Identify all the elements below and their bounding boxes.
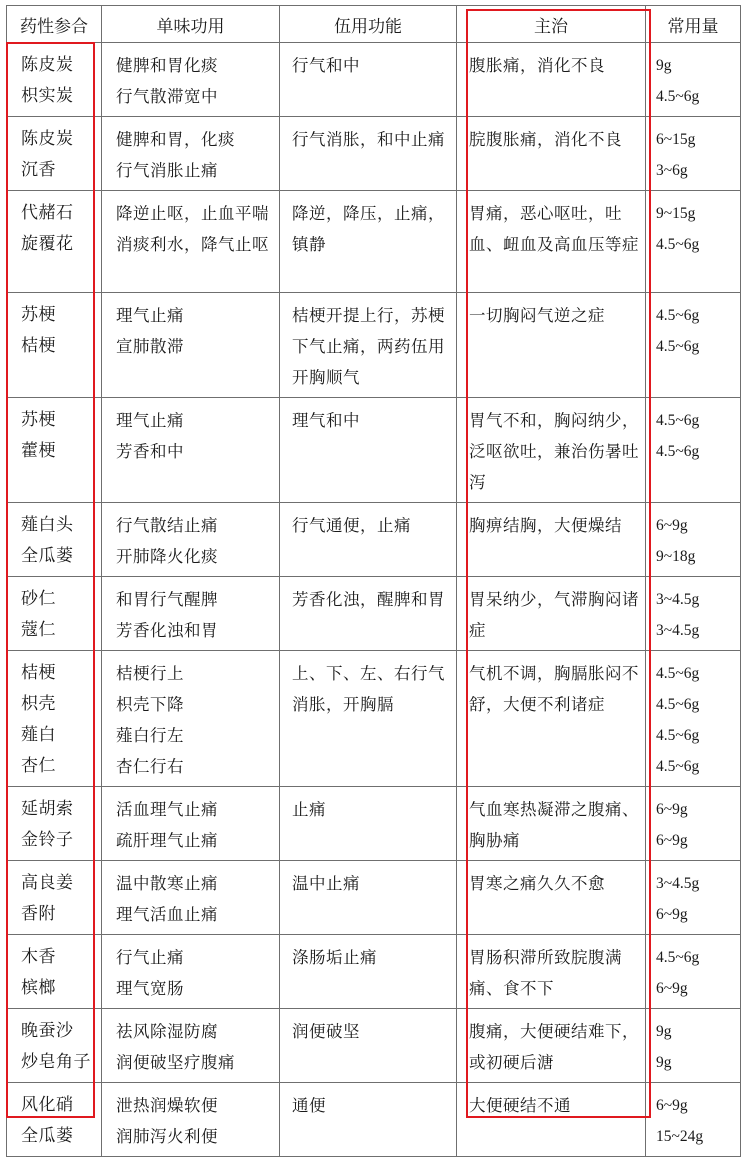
dosage-value: 15~24g (656, 1128, 704, 1145)
cell-drug-pairing (7, 1009, 102, 1083)
dosage-value: 6~15g (656, 131, 696, 148)
dosage-value: 9g (656, 1023, 672, 1040)
dosage-value: 4.5~6g (656, 727, 700, 744)
indication-text: 腹胀痛，消化不良 (469, 56, 605, 75)
dosage-value: 4.5~6g (656, 236, 700, 253)
cell-dosage (646, 398, 741, 503)
table-row (7, 117, 741, 191)
cell-drug-pairing (7, 651, 102, 787)
cell-indication (457, 861, 646, 935)
drug-name: 槟榔 (21, 978, 56, 998)
drug-name: 全瓜蒌 (21, 1126, 74, 1146)
table-row (7, 1083, 741, 1157)
combined-function-text: 涤肠垢止痛 (292, 948, 377, 967)
table-row (7, 1009, 741, 1083)
dosage-value: 4.5~6g (656, 412, 700, 429)
combined-function-text: 上、下、左、右行气消胀，开胸膈 (292, 664, 445, 714)
single-function-text: 桔梗行上 (116, 664, 184, 683)
single-function-text: 理气宽肠 (116, 979, 184, 998)
dosage-value: 3~4.5g (656, 875, 700, 892)
single-function-text: 行气止痛 (116, 948, 184, 967)
cell-single-function (102, 935, 280, 1009)
drug-name: 木香 (21, 947, 56, 967)
combined-function-text: 行气消胀，和中止痛 (292, 130, 445, 149)
indication-text: 胃痛，恶心呕吐，吐血、衄血及高血压等症 (469, 204, 639, 254)
table-row (7, 43, 741, 117)
cell-single-function (102, 861, 280, 935)
dosage-value: 6~9g (656, 801, 688, 818)
dosage-value: 4.5~6g (656, 307, 700, 324)
table-row (7, 935, 741, 1009)
indication-text: 胃呆纳少，气滞胸闷诸症 (469, 590, 639, 640)
table-header (7, 6, 741, 43)
drug-name: 杏仁 (21, 756, 56, 776)
cell-indication (457, 191, 646, 293)
cell-indication (457, 293, 646, 398)
header-indication: 主治 (457, 6, 646, 43)
drug-name: 薤白头 (21, 515, 74, 535)
drug-name: 陈皮炭 (21, 129, 74, 149)
cell-indication (457, 1083, 646, 1157)
cell-combined-function (280, 398, 457, 503)
cell-indication (457, 651, 646, 787)
drug-name: 延胡索 (21, 799, 74, 819)
drug-name: 桔梗 (21, 663, 56, 683)
single-function-text: 润便破坚疗腹痛 (116, 1053, 235, 1072)
table-row (7, 651, 741, 787)
cell-combined-function (280, 117, 457, 191)
combined-function-text: 润便破坚 (292, 1022, 360, 1041)
drug-name: 蔻仁 (21, 620, 56, 640)
drug-name: 砂仁 (21, 589, 56, 609)
cell-combined-function (280, 1009, 457, 1083)
drug-name: 全瓜蒌 (21, 546, 74, 566)
dosage-value: 4.5~6g (656, 758, 700, 775)
cell-single-function (102, 577, 280, 651)
single-function-text: 和胃行气醒脾 (116, 590, 218, 609)
cell-single-function (102, 1009, 280, 1083)
cell-combined-function (280, 1083, 457, 1157)
herb-pairing-table (6, 5, 741, 1157)
single-function-text: 行气散结止痛 (116, 516, 218, 535)
indication-text: 胃肠积滞所致脘腹满痛、食不下 (469, 948, 622, 998)
cell-combined-function (280, 503, 457, 577)
dosage-value: 9g (656, 1054, 672, 1071)
single-function-text: 温中散寒止痛 (116, 874, 218, 893)
single-function-text: 健脾和胃，化痰 (116, 130, 235, 149)
cell-drug-pairing (7, 293, 102, 398)
cell-dosage (646, 117, 741, 191)
table-container (6, 5, 740, 1157)
drug-name: 高良姜 (21, 873, 74, 893)
drug-name: 藿梗 (21, 441, 56, 461)
drug-name: 枳壳 (21, 694, 56, 714)
dosage-value: 3~4.5g (656, 591, 700, 608)
combined-function-text: 理气和中 (292, 411, 360, 430)
drug-name: 金铃子 (21, 830, 74, 850)
cell-dosage (646, 1083, 741, 1157)
single-function-text: 枳壳下降 (116, 695, 184, 714)
indication-text: 胃气不和，胸闷纳少，泛呕欲吐，兼治伤暑吐泻 (469, 411, 639, 492)
single-function-text: 降逆止呕，止血平喘 (116, 204, 269, 223)
table-row (7, 787, 741, 861)
single-function-text: 泄热润燥软便 (116, 1096, 218, 1115)
cell-combined-function (280, 787, 457, 861)
cell-combined-function (280, 935, 457, 1009)
table-body (7, 43, 741, 1157)
table-row (7, 293, 741, 398)
drug-name: 沉香 (21, 160, 56, 180)
cell-single-function (102, 191, 280, 293)
single-function-text: 芳香和中 (116, 442, 184, 461)
single-function-text: 宣肺散滞 (116, 337, 184, 356)
combined-function-text: 降逆，降压，止痛，镇静 (292, 204, 445, 254)
table-row (7, 398, 741, 503)
dosage-value: 9g (656, 57, 672, 74)
single-function-text: 芳香化浊和胃 (116, 621, 218, 640)
header-drug-pairing: 药性参合 (7, 6, 102, 43)
single-function-text: 润肺泻火利便 (116, 1127, 218, 1146)
single-function-text: 理气止痛 (116, 306, 184, 325)
cell-dosage (646, 43, 741, 117)
cell-drug-pairing (7, 935, 102, 1009)
dosage-value: 4.5~6g (656, 949, 700, 966)
cell-dosage (646, 503, 741, 577)
cell-drug-pairing (7, 861, 102, 935)
drug-name: 炒皂角子 (21, 1052, 91, 1072)
single-function-text: 开肺降火化痰 (116, 547, 218, 566)
dosage-value: 6~9g (656, 980, 688, 997)
cell-single-function (102, 117, 280, 191)
cell-single-function (102, 1083, 280, 1157)
combined-function-text: 芳香化浊，醒脾和胃 (292, 590, 445, 609)
single-function-text: 薤白行左 (116, 726, 184, 745)
drug-name: 代赭石 (21, 203, 74, 223)
cell-dosage (646, 861, 741, 935)
table-row (7, 577, 741, 651)
single-function-text: 理气止痛 (116, 411, 184, 430)
drug-name: 苏梗 (21, 410, 56, 430)
dosage-value: 3~4.5g (656, 622, 700, 639)
cell-drug-pairing (7, 503, 102, 577)
dosage-value: 3~6g (656, 162, 688, 179)
dosage-value: 9~18g (656, 548, 696, 565)
indication-text: 胃寒之痛久久不愈 (469, 874, 605, 893)
cell-dosage (646, 293, 741, 398)
single-function-text: 消痰利水，降气止呕 (116, 235, 269, 254)
header-row (7, 6, 741, 43)
combined-function-text: 通便 (292, 1096, 326, 1115)
drug-name: 旋覆花 (21, 234, 74, 254)
table-row (7, 861, 741, 935)
drug-name: 香附 (21, 904, 56, 924)
table-row (7, 191, 741, 293)
cell-indication (457, 935, 646, 1009)
cell-dosage (646, 935, 741, 1009)
cell-indication (457, 577, 646, 651)
single-function-text: 理气活血止痛 (116, 905, 218, 924)
cell-indication (457, 398, 646, 503)
indication-text: 脘腹胀痛，消化不良 (469, 130, 622, 149)
dosage-value: 9~15g (656, 205, 696, 222)
cell-drug-pairing (7, 117, 102, 191)
drug-name: 桔梗 (21, 336, 56, 356)
cell-combined-function (280, 293, 457, 398)
dosage-value: 4.5~6g (656, 443, 700, 460)
cell-drug-pairing (7, 191, 102, 293)
indication-text: 大便硬结不通 (469, 1096, 571, 1115)
header-dosage: 常用量 (646, 6, 741, 43)
cell-drug-pairing (7, 577, 102, 651)
cell-indication (457, 117, 646, 191)
indication-text: 腹痛，大便硬结难下，或初硬后溏 (469, 1022, 639, 1072)
dosage-value: 6~9g (656, 832, 688, 849)
cell-combined-function (280, 861, 457, 935)
dosage-value: 6~9g (656, 906, 688, 923)
combined-function-text: 止痛 (292, 800, 326, 819)
cell-indication (457, 787, 646, 861)
drug-name: 晚蚕沙 (21, 1021, 74, 1041)
combined-function-text: 桔梗开提上行，苏梗下气止痛，两药伍用开胸顺气 (292, 306, 445, 387)
indication-text: 胸痹结胸，大便燥结 (469, 516, 622, 535)
drug-name: 风化硝 (21, 1095, 74, 1115)
cell-single-function (102, 787, 280, 861)
cell-dosage (646, 191, 741, 293)
cell-single-function (102, 398, 280, 503)
drug-name: 薤白 (21, 725, 56, 745)
cell-drug-pairing (7, 398, 102, 503)
single-function-text: 行气消胀止痛 (116, 161, 218, 180)
single-function-text: 疏肝理气止痛 (116, 831, 218, 850)
single-function-text: 活血理气止痛 (116, 800, 218, 819)
cell-single-function (102, 43, 280, 117)
drug-name: 陈皮炭 (21, 55, 74, 75)
indication-text: 气血寒热凝滞之腹痛、胸胁痛 (469, 800, 639, 850)
cell-dosage (646, 787, 741, 861)
dosage-value: 4.5~6g (656, 665, 700, 682)
cell-drug-pairing (7, 787, 102, 861)
table-row (7, 503, 741, 577)
header-single-function: 单味功用 (102, 6, 280, 43)
indication-text: 气机不调，胸膈胀闷不舒，大便不利诸症 (469, 664, 639, 714)
dosage-value: 4.5~6g (656, 338, 700, 355)
cell-combined-function (280, 651, 457, 787)
dosage-value: 4.5~6g (656, 88, 700, 105)
indication-text: 一切胸闷气逆之症 (469, 306, 605, 325)
cell-single-function (102, 503, 280, 577)
single-function-text: 祛风除湿防腐 (116, 1022, 218, 1041)
cell-combined-function (280, 43, 457, 117)
cell-indication (457, 43, 646, 117)
cell-indication (457, 503, 646, 577)
cell-drug-pairing (7, 43, 102, 117)
dosage-value: 6~9g (656, 517, 688, 534)
drug-name: 苏梗 (21, 305, 56, 325)
header-combined-function: 伍用功能 (280, 6, 457, 43)
cell-drug-pairing (7, 1083, 102, 1157)
cell-single-function (102, 293, 280, 398)
cell-single-function (102, 651, 280, 787)
combined-function-text: 行气通便，止痛 (292, 516, 411, 535)
cell-dosage (646, 577, 741, 651)
single-function-text: 行气散滞宽中 (116, 87, 218, 106)
cell-combined-function (280, 191, 457, 293)
cell-dosage (646, 651, 741, 787)
drug-name: 枳实炭 (21, 86, 74, 106)
cell-dosage (646, 1009, 741, 1083)
dosage-value: 6~9g (656, 1097, 688, 1114)
single-function-text: 健脾和胃化痰 (116, 56, 218, 75)
combined-function-text: 行气和中 (292, 56, 360, 75)
cell-combined-function (280, 577, 457, 651)
single-function-text: 杏仁行右 (116, 757, 184, 776)
dosage-value: 4.5~6g (656, 696, 700, 713)
cell-indication (457, 1009, 646, 1083)
combined-function-text: 温中止痛 (292, 874, 360, 893)
